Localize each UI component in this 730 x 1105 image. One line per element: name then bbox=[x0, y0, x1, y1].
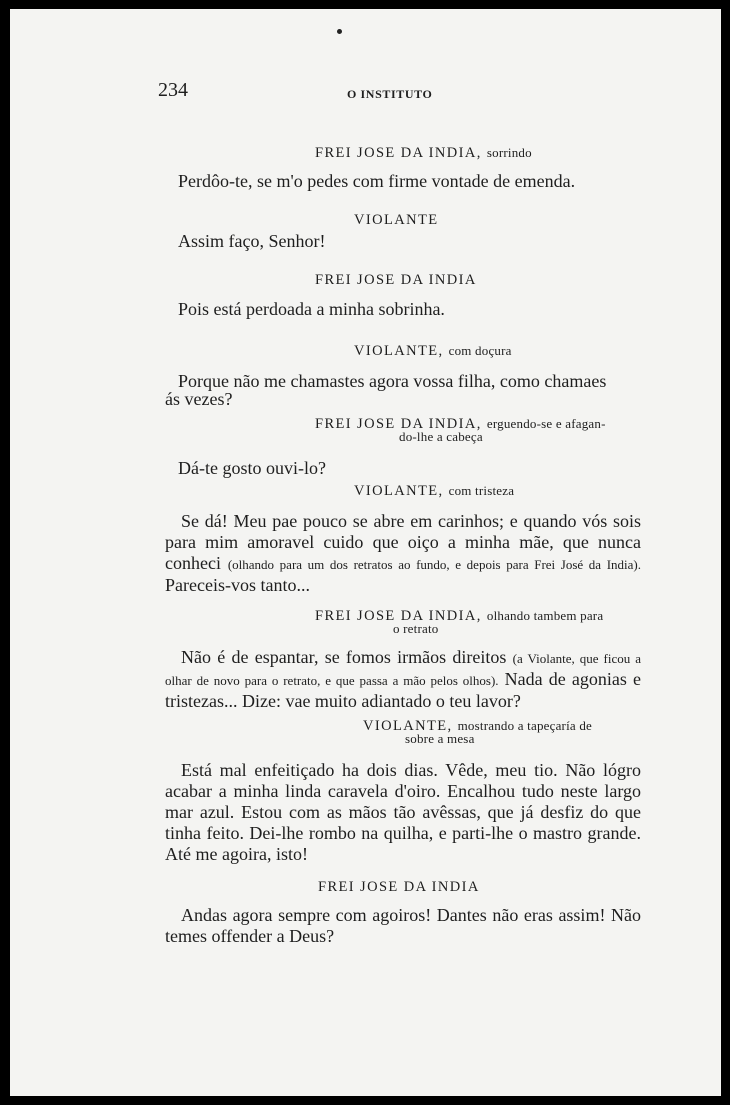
dialogue-text: Andas agora sempre com agoiros! Dantes não eras assim! Não temes offender a Deus? bbox=[165, 905, 641, 946]
speaker-heading bbox=[354, 340, 512, 360]
dialogue-text: Nada de agonias e tristezas... Dize: vae muito adiantado o teu lavor? bbox=[165, 669, 641, 711]
dialogue-line: Dá-te gosto ouvi-lo? bbox=[178, 458, 326, 478]
dialogue-text: Pareceis-vos tanto... bbox=[165, 575, 310, 595]
speaker-name: FREI JOSE DA INDIA, bbox=[315, 416, 482, 432]
speaker-heading bbox=[315, 142, 532, 162]
speaker-name: VIOLANTE bbox=[354, 212, 439, 228]
speaker-name: VIOLANTE, bbox=[354, 483, 444, 499]
speaker-heading bbox=[363, 715, 592, 735]
speaker-name: FREI JOSE DA INDIA bbox=[318, 879, 480, 895]
stage-direction: sobre a mesa bbox=[405, 731, 475, 746]
book-page bbox=[10, 9, 721, 1096]
dialogue-paragraph bbox=[165, 760, 641, 865]
dialogue-text: Se dá! Meu pae pouco se abre em carinhos; e quando vós sois para mim amoravel cuido que oiço a minha mãe, que nunca conheci bbox=[165, 511, 641, 573]
stage-direction: o retrato bbox=[393, 621, 439, 636]
stage-direction: com doçura bbox=[448, 343, 512, 358]
dialogue-paragraph bbox=[165, 905, 641, 947]
speaker-name: VIOLANTE, bbox=[363, 718, 453, 734]
speaker-heading bbox=[354, 480, 514, 500]
stage-direction: com tristeza bbox=[448, 483, 515, 498]
stage-direction: do-lhe a cabeça bbox=[399, 429, 483, 444]
running-title: O INSTITUTO bbox=[347, 87, 433, 101]
speaker-name: VIOLANTE, bbox=[354, 343, 444, 359]
dialogue-line: Perdôo-te, se m'o pedes com firme vontade de emenda. bbox=[178, 171, 576, 191]
speaker-name: FREI JOSE DA INDIA bbox=[315, 272, 477, 288]
stage-direction: (olhando para um dos retratos ao fundo, e depois para Frei José da India). bbox=[227, 557, 641, 572]
dialogue-text: Não é de espantar, se fomos irmãos direitos bbox=[181, 647, 507, 667]
dialogue-line: Porque não me chamastes agora vossa filha, como chamaes bbox=[178, 371, 607, 391]
dialogue-line: ás vezes? bbox=[165, 389, 233, 409]
speaker-name: FREI JOSE DA INDIA, bbox=[315, 145, 482, 161]
stage-direction: sorrindo bbox=[486, 145, 532, 160]
stage-direction: erguendo-se e afagan- bbox=[486, 416, 606, 431]
ornament-dot bbox=[337, 29, 342, 34]
page-number: 234 bbox=[158, 79, 188, 101]
stage-direction: olhando tambem para bbox=[486, 608, 604, 623]
stage-direction: mostrando a tapeçaría de bbox=[457, 718, 592, 733]
dialogue-text: Está mal enfeitiçado ha dois dias. Vêde, meu tio. Não lógro acabar a minha linda caravela d'oiro. Encalhou tudo neste largo mar azul. Estou com as mãos tão avêssas, que já desfiz do que tinha feito. Dei-lhe rombo na quilha, e parti-lhe o mastro grande. Até me agoira, isto! bbox=[165, 760, 641, 864]
speaker-heading bbox=[315, 605, 603, 625]
dialogue-paragraph bbox=[165, 647, 641, 712]
speaker-name: FREI JOSE DA INDIA, bbox=[315, 608, 482, 624]
dialogue-paragraph bbox=[165, 511, 641, 596]
dialogue-line: Pois está perdoada a minha sobrinha. bbox=[178, 299, 445, 319]
stage-direction: (a Violante, que ficou a olhar de novo para o retrato, e que passa a mão pelos olhos). bbox=[165, 651, 641, 688]
dialogue-line: Assim faço, Senhor! bbox=[178, 231, 326, 251]
